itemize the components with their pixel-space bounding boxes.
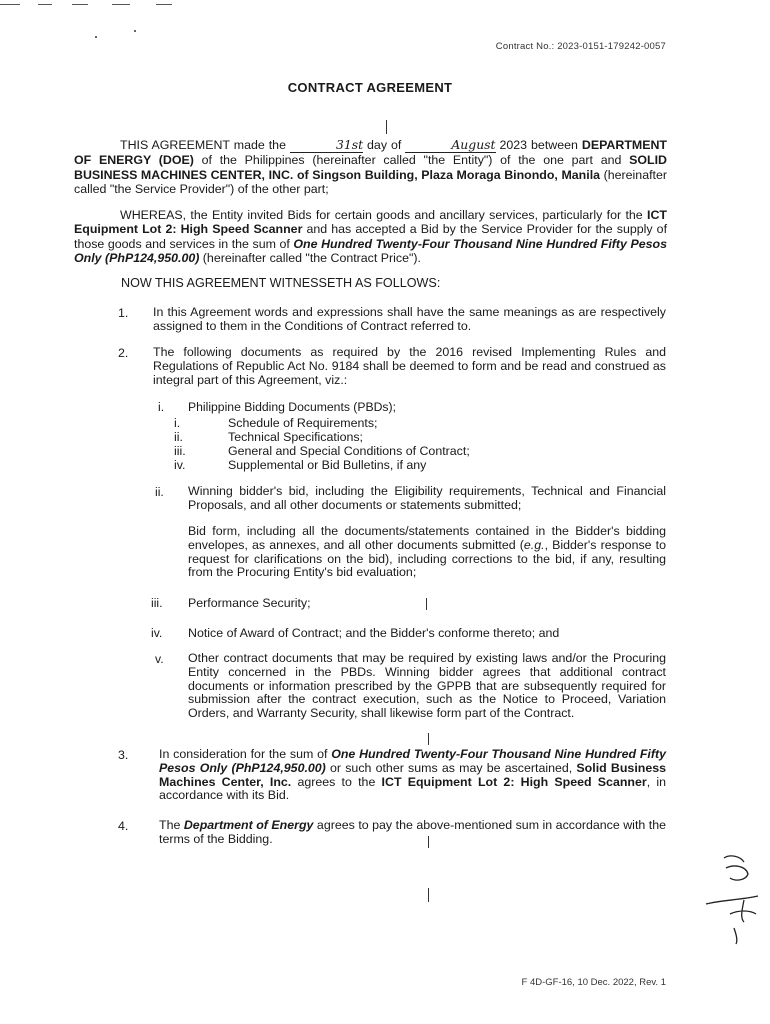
item-number: 1.	[118, 306, 129, 320]
entity-name: DEPARTMENT OF ENERGY (DOE)	[74, 138, 667, 168]
fold-line	[428, 733, 429, 745]
fold-line	[426, 598, 427, 610]
contract-amount: One Hundred Twenty-Four Thousand Nine Hundred Fifty Pesos Only (PhP124,950.00)	[74, 236, 667, 265]
bid-form-text: Bid form, including all the documents/statements contained in the Bidder's bidding envelopes, as annexes, and all other documents submitted (e.g., Bidder's response to request for clarifications on the bid), including corrections to the bid, if any, resulting from the Procuring Entity's bid evaluation;	[188, 524, 666, 580]
handwritten-initials	[700, 848, 768, 948]
item-text: In this Agreement words and expressions shall have the same meanings as are respectively assigned to them in the Conditions of Contract referred to.	[153, 305, 666, 333]
preamble-paragraph: THIS AGREEMENT made the 31st day of August 2023 between DEPARTMENT OF ENERGY (DOE) of the Philippines (hereinafter called "the Entity") of the one part and SOLID BUSINESS MACHINES CENTER, INC. of Singson Building, Plaza Moraga Binondo, Manila (hereinafter called "the Service Provider") of the other part;	[74, 137, 667, 196]
winning-bid-text: Winning bidder's bid, including the Eligibility requirements, Technical and Financial Proposals, and all other documents or statements submitted;	[188, 484, 666, 512]
fold-line	[428, 888, 429, 902]
handwritten-month: August	[405, 138, 495, 153]
roman-numeral: i.	[158, 400, 165, 414]
other-documents-text: Other contract documents that may be required by existing laws and/or the Procuring Entity concerned in the PBDs. Winning bidder agrees that additional contract documents or information prescribed by the GPPB that are subsequently required for submission after the contract execution, such as the Notice to Proceed, Variation Orders, and Warranty Security, shall likewise form part of the Contract.	[188, 651, 666, 721]
fold-line	[428, 836, 429, 848]
scan-dot	[134, 30, 136, 32]
item-number: 4.	[118, 819, 129, 833]
form-footer: F 4D-GF-16, 10 Dec. 2022, Rev. 1	[521, 977, 666, 988]
scan-dot	[95, 36, 97, 38]
witnesseth-heading: NOW THIS AGREEMENT WITNESSETH AS FOLLOWS:	[121, 276, 441, 290]
list-item: iii. General and Special Conditions of Contract;	[174, 444, 470, 458]
pbd-heading: Philippine Bidding Documents (PBDs);	[188, 400, 396, 414]
roman-numeral: ii.	[155, 485, 164, 499]
roman-numeral: v.	[155, 652, 164, 666]
pbd-list	[174, 416, 494, 472]
scan-mark	[38, 4, 52, 5]
notice-of-award-text: Notice of Award of Contract; and the Bidder's conforme thereto; and	[188, 626, 560, 640]
item-text: The Department of Energy agrees to pay the above-mentioned sum in accordance with the terms of the Bidding.	[159, 818, 667, 846]
item-number: 3.	[118, 748, 129, 762]
performance-security-text: Performance Security;	[188, 596, 311, 610]
scan-mark	[112, 4, 130, 5]
list-item: iv. Supplemental or Bid Bulletins, if any	[174, 458, 427, 472]
handwritten-day: 31st	[290, 138, 363, 153]
item-number: 2.	[118, 346, 129, 360]
item-text: In consideration for the sum of One Hundred Twenty-Four Thousand Nine Hundred Fifty Pesos Only (PhP124,950.00) or such other sums as may be ascertained, Solid Business Machines Center, Inc. agrees to the ICT Equipment Lot 2: High Speed Scanner, in accordance with its Bid.	[159, 747, 667, 803]
scan-mark	[156, 4, 172, 5]
document-title: CONTRACT AGREEMENT	[287, 80, 453, 95]
contract-number: Contract No.: 2023-0151-179242-0057	[495, 41, 666, 52]
roman-numeral: iii.	[151, 596, 163, 610]
whereas-paragraph: WHEREAS, the Entity invited Bids for certain goods and ancillary services, particularly for the ICT Equipment Lot 2: High Speed Scanner and has accepted a Bid by the Service Provider for the supply of those goods and services in the sum of One Hundred Twenty-Four Thousand Nine Hundred Fifty Pesos Only (PhP124,950.00) (hereinafter called "the Contract Price").	[74, 208, 668, 265]
lot-name: ICT Equipment Lot 2: High Speed Scanner	[74, 208, 667, 237]
item-text: The following documents as required by the 2016 revised Implementing Rules and Regulations of Republic Act No. 9184 shall be deemed to form and be read and construed as integral part of this Agreement, viz.:	[153, 345, 666, 387]
scan-mark	[0, 4, 20, 5]
scan-mark	[72, 4, 88, 5]
list-item: i. Schedule of Requirements;	[174, 416, 378, 430]
provider-name: SOLID BUSINESS MACHINES CENTER, INC. of Singson Building, Plaza Moraga Binondo, Manila	[74, 153, 667, 182]
list-item: ii. Technical Specifications;	[174, 430, 363, 444]
roman-numeral: iv.	[151, 626, 163, 640]
fold-line	[386, 120, 387, 134]
